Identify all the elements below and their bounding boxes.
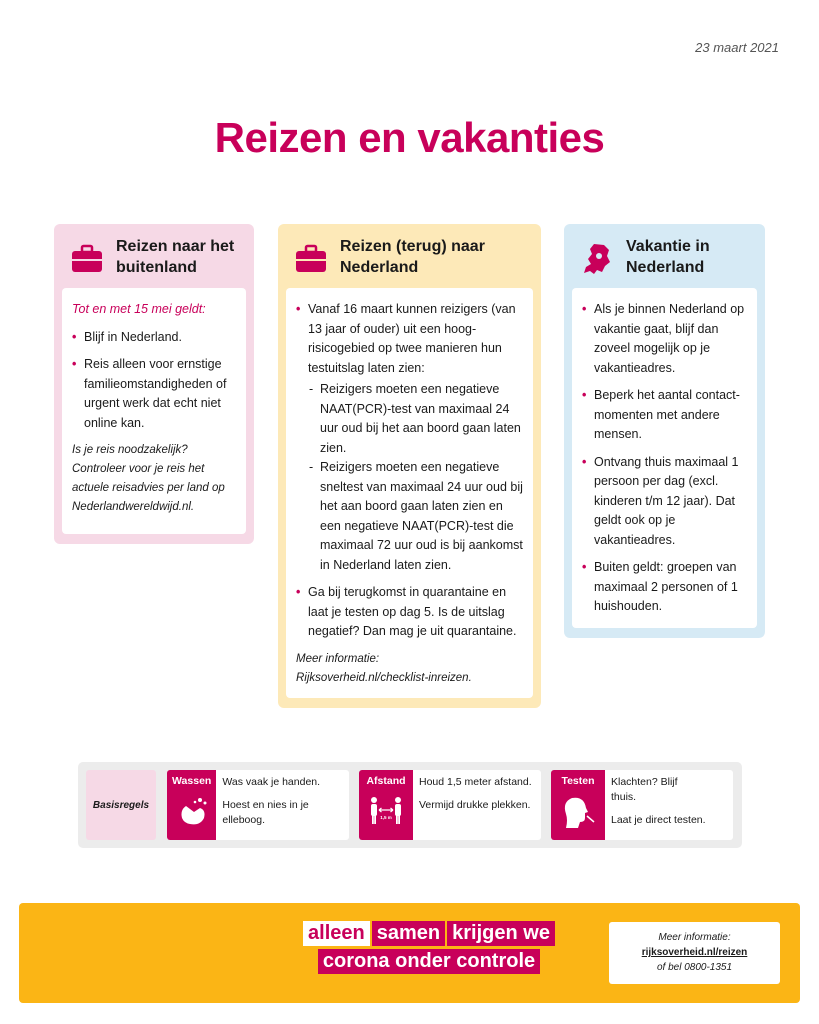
card-title: Reizen (terug) naar Nederland <box>340 238 485 276</box>
rule-tag: Wassen <box>167 770 216 840</box>
card-holiday-netherlands <box>564 224 765 638</box>
rule-tag: Testen <box>551 770 605 840</box>
card-title: Reizen naar het buitenland <box>116 238 235 276</box>
bullet-list <box>296 300 523 642</box>
sub-list-item: - Reizigers moeten een negatieve sneltest van maximaal 24 uur oud bij het aan boord gaan laten zien en een negatieve NAAT(PCR)-test die maximaal 72 uur oud is bij aankomst in Nederland laten zien. <box>308 458 523 575</box>
list-item: • Blijf in Nederland. <box>72 328 236 348</box>
list-item: • Reis alleen voor ernstige familieomstandigheden of urgent werk dat echt niet online kan. <box>72 355 236 433</box>
rule-text: Houd 1,5 meter afstand. Vermijd drukke plekken. <box>419 776 532 811</box>
rule-text: Was vaak je handen. Hoest en nies in je elleboog. <box>222 776 321 826</box>
campaign-slogan: alleen samen krijgen we corona onder controle <box>289 921 569 977</box>
list-item: • Beperk het aantal contact-momenten met andere mensen. <box>582 386 747 445</box>
list-item: • Vanaf 16 maart kunnen reizigers (van 13 jaar of ouder) uit een hoog-risicogebied op twee manieren hun testuitslag laten zien: - Reizigers moeten een negatieve NAAT(PCR)-test van maximaal 24 uur oud bij het aan boord gaan laten zien. - Reizigers moeten een negatieve sneltest van maximaal 24 uur oud bij het aan boord gaan laten zien en een negatieve NAAT(PCR)-test die maximaal 72 uur oud is bij aankomst in Nederland laten zien. <box>296 300 523 575</box>
publication-date: 23 maart 2021 <box>695 40 779 55</box>
suitcase-icon <box>294 242 328 276</box>
page-title: Reizen en vakanties <box>214 114 605 161</box>
suitcase-icon <box>70 242 104 276</box>
more-info-box: Meer informatie: rijksoverheid.nl/reizen of bel 0800-1351 <box>609 922 780 984</box>
rule-test <box>551 770 733 840</box>
list-item: • Buiten geldt: groepen van maximaal 2 personen of 1 huishouden. <box>582 558 747 617</box>
card-body <box>62 288 246 534</box>
card-travel-return <box>278 224 541 708</box>
netherlands-map-icon <box>580 242 614 276</box>
rule-text: Klachten? Blijf thuis. Laat je direct testen. <box>611 776 706 826</box>
bullet-list <box>72 328 236 434</box>
more-info-note: Meer informatie: Rijksoverheid.nl/checklist-inreizen. <box>296 652 472 684</box>
sub-list <box>308 380 523 575</box>
travel-advice-note: Is je reis noodzakelijk? Controleer voor je reis het actuele reisadvies per land op Nederlandwereldwijd.nl. <box>72 444 225 513</box>
card-body <box>572 288 757 628</box>
card-header <box>62 232 246 288</box>
basic-rules-strip <box>78 762 742 848</box>
distance-icon <box>368 794 404 830</box>
footer-banner <box>19 903 800 1003</box>
bullet-list <box>582 300 747 617</box>
rule-tag: Afstand 1,5 m <box>359 770 413 840</box>
card-header <box>572 232 757 288</box>
handwash-icon <box>176 794 212 830</box>
rule-wash <box>167 770 349 840</box>
card-title: Vakantie in Nederland <box>626 238 710 276</box>
rijksoverheid-link[interactable]: rijksoverheid.nl/reizen <box>641 947 748 958</box>
sub-list-item: - Reizigers moeten een negatieve NAAT(PCR)-test van maximaal 24 uur oud bij het aan boord gaan laten zien. <box>308 380 523 458</box>
rule-distance <box>359 770 541 840</box>
checklist-link[interactable]: Rijksoverheid.nl/checklist-inreizen. <box>296 671 472 684</box>
svg-text:1,5 m: 1,5 m <box>380 815 392 820</box>
list-item: • Als je binnen Nederland op vakantie gaat, blijf dan zoveel mogelijk op je vakantieadres. <box>582 300 747 378</box>
card-header <box>286 232 533 288</box>
card-travel-abroad <box>54 224 254 544</box>
basic-rules-label: Basisregels <box>86 770 156 840</box>
list-item: • Ga bij terugkomst in quarantaine en laat je testen op dag 5. Is de uitslag negatief? Dan mag je uit quarantaine. <box>296 583 523 642</box>
phone-number: of bel 0800-1351 <box>656 962 733 973</box>
lead-text: Tot en met 15 mei geldt: <box>72 302 206 316</box>
test-swab-icon <box>560 794 596 830</box>
card-body <box>286 288 533 698</box>
list-item: • Ontvang thuis maximaal 1 persoon per dag (excl. kinderen t/m 12 jaar). Dat geldt ook op je vakantieadres. <box>582 453 747 551</box>
